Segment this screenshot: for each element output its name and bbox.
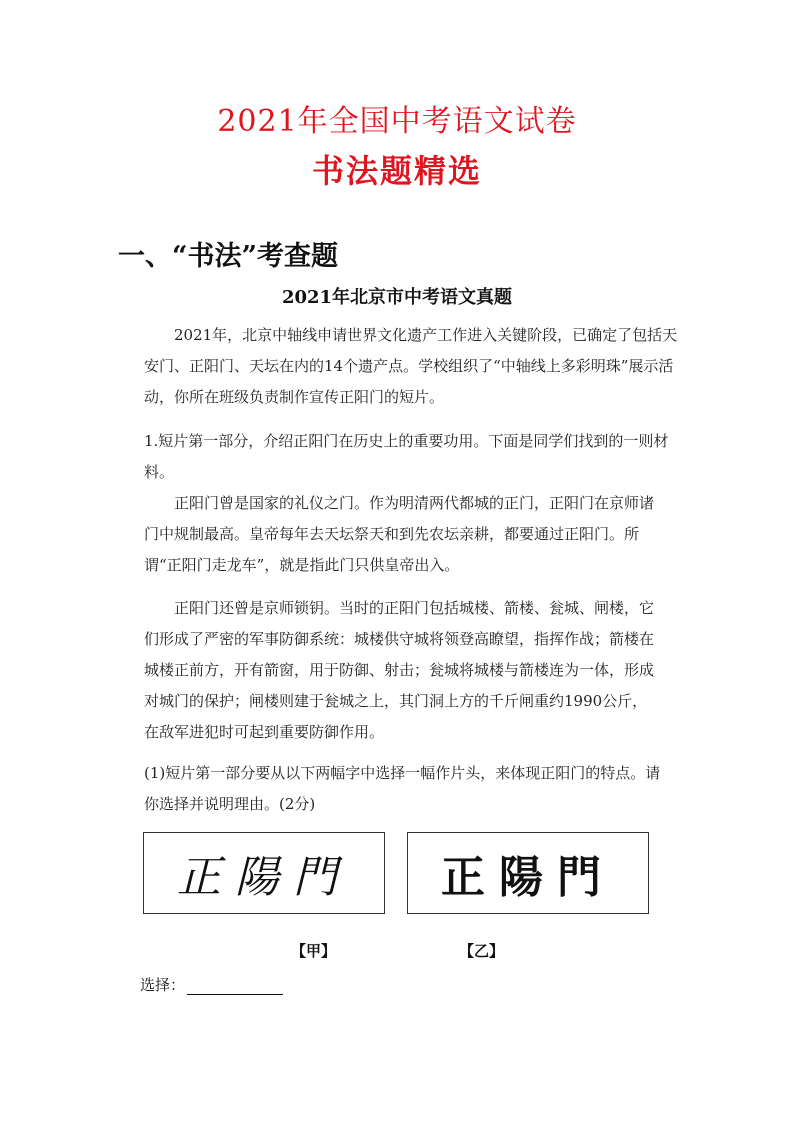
exam-title: 2021年北京市中考语文真题 [281, 287, 513, 308]
material-paragraph-2: 正阳门还曾是京师锁钥。当时的正阳门包括城楼、箭楼、瓮城、闸楼，它们形成了严密的军事防御系统：城楼供守城将领登高瞭望，指挥作战；箭楼在城楼正前方，开有箭窗，用于防御、射击；瓮城将城楼与箭楼连为一体，形成对城门的保护；闸楼则建于瓮城之上，其门洞上方的千斤闸重约1990公斤，在敌军进犯时可起到重要防御作用。 [144, 599, 655, 741]
choice-blank[interactable] [187, 976, 283, 995]
question-1-sub-1: (1)短片第一部分要从以下两幅字中选择一幅作片头，来体现正阳门的特点。请你选择并说明理由。(2分) [144, 764, 661, 813]
document-title: 2021年全国中考语文试卷 [217, 104, 577, 139]
material-paragraph-1: 正阳门曾是国家的礼仪之门。作为明清两代都城的正门，正阳门在京师诸门中规制最高。皇帝每年去天坛祭天和到先农坛亲耕，都要通过正阳门。所谓“正阳门走龙车”，就是指此门只供皇帝出入。 [144, 494, 655, 574]
calligraphy-jia: 正陽門 [177, 852, 351, 903]
choice-row [140, 974, 283, 995]
section-heading: 一、“书法”考查题 [118, 241, 339, 272]
calligraphy-box-jia [143, 832, 385, 914]
choice-label: 选择： [140, 976, 186, 994]
calligraphy-box-yi [407, 832, 649, 914]
label-yi: 【乙】 [459, 942, 505, 960]
calligraphy-yi: 正陽門 [441, 852, 615, 903]
intro-paragraph: 2021年，北京中轴线申请世界文化遗产工作进入关键阶段，已确定了包括天安门、正阳门、天坛在内的14个遗产点。学校组织了“中轴线上多彩明珠”展示活动，你所在班级负责制作宣传正阳门的短片。 [144, 326, 678, 406]
question-1: 1.短片第一部分，介绍正阳门在历史上的重要功用。下面是同学们找到的一则材料。 [144, 432, 669, 481]
document-subtitle: 书法题精选 [311, 152, 482, 190]
label-jia: 【甲】 [291, 942, 337, 960]
